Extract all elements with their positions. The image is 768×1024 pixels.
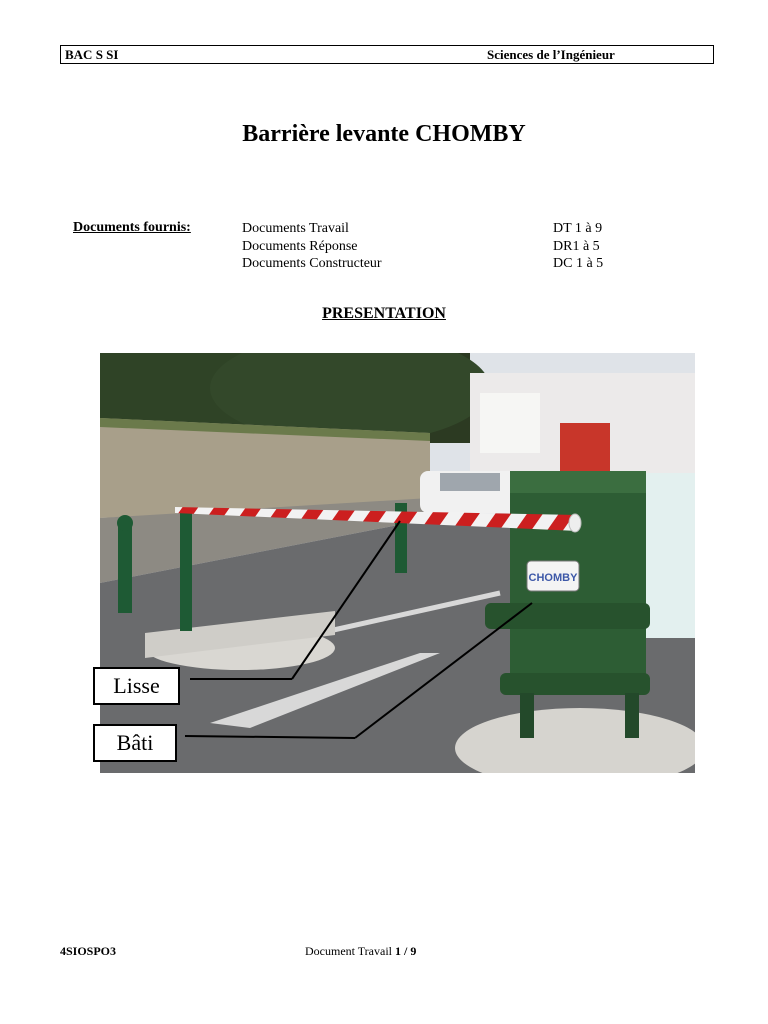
document-name: Documents Constructeur — [242, 256, 382, 271]
document-name: Documents Réponse — [242, 238, 358, 254]
documents-list — [242, 220, 382, 273]
documents-label: Documents fournis: — [73, 220, 191, 235]
footer-document-label: Document Travail — [305, 944, 392, 958]
callout-bati: Bâti — [93, 724, 177, 762]
document-name: Documents Travail — [242, 221, 349, 236]
document-title: Barrière levante CHOMBY — [242, 121, 526, 147]
callout-lisse: Lisse — [93, 667, 180, 705]
page-header — [60, 45, 714, 64]
bollard — [118, 523, 132, 613]
header-subject: Sciences de l’Ingénieur — [487, 47, 615, 62]
documents-codes — [553, 220, 603, 273]
document-code: DT 1 à 9 — [553, 221, 603, 236]
footer-page-number: 1 / 9 — [395, 944, 417, 958]
header-course: BAC S SI — [65, 47, 119, 62]
document-code: DC 1 à 5 — [553, 256, 604, 271]
footer-page-info — [305, 944, 416, 959]
barrier-photo — [100, 353, 695, 773]
section-title: PRESENTATION — [322, 305, 446, 322]
brand-label: CHOMBY — [528, 572, 578, 584]
document-code: DR1 à 5 — [553, 238, 600, 254]
footer-reference: 4SIOSPO3 — [60, 944, 117, 958]
